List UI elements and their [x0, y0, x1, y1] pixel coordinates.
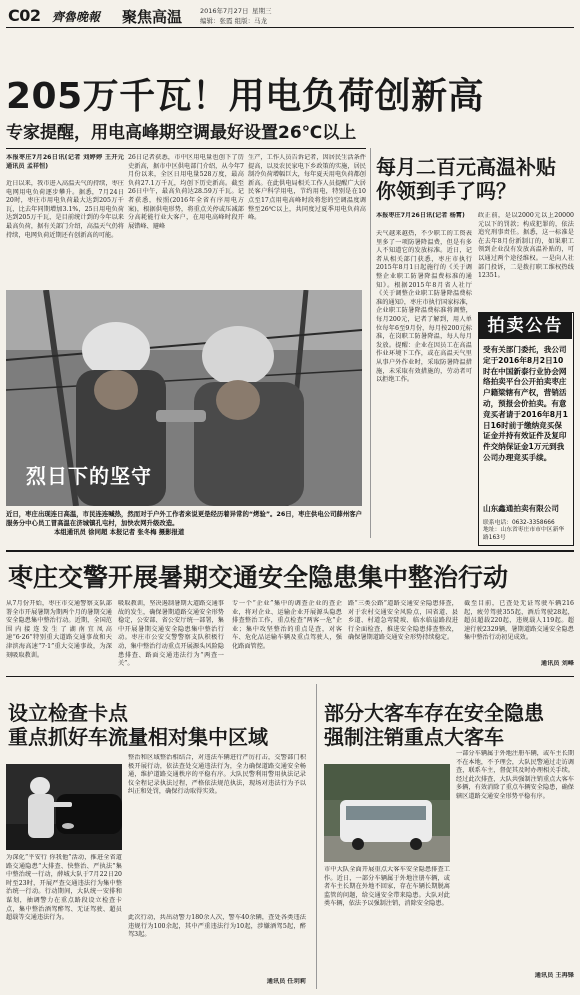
auction-address: 地址：山东省枣庄市市中区新华路163号: [483, 527, 565, 541]
subsidy-byline: 本报枣庄7月26日讯(记者 杨霄): [376, 212, 465, 219]
photo-credit: 本组通讯员 徐同超 本报记者 张冬梅 摄影报道: [54, 528, 185, 536]
checkpoint-photo-illustration: [6, 764, 122, 850]
auction-phone: 联系电话：0632-3358666: [483, 520, 555, 526]
traffic-headline: 枣庄交警开展暑期交通安全隐患集中整治行动: [8, 563, 509, 592]
bus-photo-illustration: [324, 764, 450, 862]
lead-photo: [6, 290, 362, 506]
auction-notice: [478, 312, 574, 546]
subsidy-column-1: 天气越来越热，不少职工的工资表里多了一项防暑降温费，但是有多人不知道它的发放标准。近日，记者从相关部门获悉，枣庄市执行2015年8月1日起施行的《关于调整企业职工防暑降温费标准的通知》。根据2015年8月省人社厅《关于调整企业职工防暑降温费标准的通知》，枣庄市执行国家标准，企业职工防暑降温费标准将调整，每月200元，记者了解到，用人单位每年6至9月份，每月按200元标准，在岗职工防暑降温，每人每月发放。提醒：企业在因员工在高温作业环境下工作，或在高温天气里从事户外作业时，采取防暑降温措施，未采取有效措施的，劳动者可以拒绝工作。: [376, 230, 472, 384]
auction-company: 山东鑫通拍卖有限公司: [483, 504, 559, 513]
issue-date: 2016年7月27日: [200, 7, 249, 15]
buses-author: 通讯员 王再锋: [534, 972, 574, 979]
photo-caption: 近日，枣庄出现连日高温，市民连连喊热，然而对于户外工作者来说更是经历着异常的“烤验”。26日，枣庄供电公司薛州客户服务分中心员工冒高温在济城镇孔屯村，加快农网升级改造。: [6, 510, 362, 527]
divider: [6, 550, 574, 552]
subsidy-column-2: 政正前，是以2000元以上20000元以下的罚款；构成犯罪的，依法追究刑事责任。据悉，这一标准是在去年8月份新制订的，如果职工领到企业没有发放高温补贴的，可以通过两个途径维权。一是向人社部门投诉，二是拨打职工维权热线12351。: [478, 212, 574, 280]
masthead: [6, 4, 574, 28]
lead-headline: 205万千瓦！用电负荷创新高: [6, 76, 485, 117]
checkpoint-column-1: 为深化“平安行 你我他”活动，推进全省道路交通隐患“大排查、快整治、严执法”集中整治统一行动，薛城大队于7月22日20时至23时，开展严查交通违法行为集中整治统一行动。行动期间，大队统一安排和谋划，抽调警力在重点路段设立检查卡点，集中整治酒驾醉驾、无证驾驶、超员超载等交通违法行为。: [6, 854, 122, 922]
checkpoint-title-line-1: 设立检查卡点: [8, 701, 128, 725]
checkpoint-column-3: 此次行动，共出动警力180余人次，警车40余辆，查处各类违法违规行为100余起，其中严重违法行为10起，涉嫌酒驾5起，醉驾3起。: [128, 914, 306, 939]
vertical-divider: [370, 148, 371, 538]
traffic-column-2: 吸取教训，坚决遏制暑期大道路交通事故的发生，确保暑期道路交通安全形势稳定，公安部、省公安厅统一部署，集中开展暑期交通安全隐患集中整治行动。枣庄市公安交警警察支队积极行动，集中整治行动重点开展源头风险隐患排查、路面交通违法行为“两查一关”。: [118, 600, 224, 668]
traffic-column-5: 截至目前，已查处无证驾驶车辆216起，疲劳驾驶355起，酒后驾驶28起，超员超载220起，违规载人119起。超速行驶2329辆，暑期道路交通安全隐患集中整治行动初见成效。: [464, 600, 574, 642]
checkpoint-title-line-2: 重点抓好车流量相对集中区域: [8, 725, 268, 749]
traffic-column-4: 路“三类公路”道路交通安全隐患排查，对于农村交通安全风险点，国省道、县乡道、村道急弯陡坡、临水临崖路段进行全面检查，推进安全隐患排查整改，确保暑期道路交通安全形势持续稳定。: [348, 600, 458, 642]
buses-title-line-1: 部分大客车存在安全隐患: [324, 701, 544, 725]
section-name: 聚焦高温: [122, 8, 183, 26]
auction-body: 受有关部门委托，我公司定于2016年8月2日10时在中国新泰行业协会网络拍卖平台公开拍卖枣庄户籍梁辖有产权，营销活动，预报会价拍卖。有意竞买者请于2016年8月1日16时前于缴纳竞买保证金并持有效证件及复印件交纳保证金1万元到我公司办理竞买手续。: [483, 345, 568, 462]
weekday: 星期三: [252, 7, 272, 15]
traffic-column-1: 从7月份开始，枣庄市交通警察支队部署全市开展暑期为期两个月的暑期交通安全隐患集中整治行动。近期，全国范围内接连发生了湖南宜凤高速“6·26”特别重大道路交通事故和天津滨海高速“7·1”重大交通事故，为深刻吸取教训。: [6, 600, 112, 659]
paper-name: 齊魯晚報: [52, 10, 101, 24]
buses-column-1: 市中大队全面开展重点大客车安全隐患排查工作。近日，一部分车辆属于外地注册车辆，或者车主长期在外地不回家，存在车辆长期脱离监管的问题，给交通安全带来隐患。大队对此类车辆，依法予以强制注销，消除安全隐患。: [324, 866, 450, 908]
subsidy-title-line-2: 你领到手了吗？: [376, 179, 516, 203]
buses-title-line-2: 强制注销重点大客车: [324, 725, 504, 749]
traffic-author: 通讯员 刘峰: [540, 660, 574, 667]
lead-column-1: 近日以来，我市进入高温天气的持续，枣庄电网用电负荷逐步攀升。据悉，7月24日20时，枣庄市用电负荷最大达到205万千瓦，比去年同期增加3.1%，25日用电负荷达到205万千瓦，是目前统计到的今年以来最高负荷，据有关部门介绍，高温天气仍将持续，电网负荷近期还有创新高的可能。: [6, 180, 124, 239]
buses-photo: [324, 764, 450, 862]
page-code: C02: [8, 6, 41, 25]
editors: 编辑：张霞 组版：马龙: [200, 17, 268, 25]
lead-byline: 本报枣庄7月26日讯(记者 刘婷婷 王开元 通讯员 孟祥恒): [6, 154, 124, 170]
checkpoint-author: 通讯员 任玥莉: [266, 978, 306, 985]
buses-column-2: 一部分车辆属于外地注册车辆，或车主长期不在本地，不予理会，大队民警通过走访调查，联系车主，督促其及时办理相关手续。经过此次排查，大队共强制注销重点大客车多辆，有效消除了重点车辆安全隐患，确保辖区道路交通安全形势平稳有序。: [456, 750, 574, 800]
divider: [6, 676, 574, 677]
vertical-divider: [316, 684, 317, 989]
lead-column-3: 生产，工作人员告诉记者，因居民生活条件提高，以及农民家电下乡政策的实施，居民制冷负荷增幅巨大，每年夏天用电负荷都创新高。在此供电局相关工作人员提醒广大居民客户科学用电，节约用电，特别是在10点至17点用电高峰时段将您的空调温度调整至26℃以上，共同度过夏季用电负荷高峰。: [248, 154, 366, 222]
photo-overlay-title: 烈日下的坚守: [26, 464, 152, 488]
lead-column-2: 26日记者获悉，市中区用电量也创下了历史新高，据市中区供电部门介绍，从今年7月份以来，全区日用电量528万度，最高负荷27.1万千瓦，均创下历史新高。截至26日中午，最高负荷达28.59万千瓦。记者获悉，按照(2016年全省有序用电方案)，根据供电形势，将重点关停或压减部分高耗能行业大客户，在用电高峰时段开展错峰、避峰: [128, 154, 244, 230]
auction-title: 拍卖公告: [479, 313, 572, 339]
subsidy-title-line-1: 每月二百元高温补贴: [376, 155, 556, 179]
checkpoint-column-2: 整治和区域整治相结合，对违法车辆进行严厉打击，交警部门积极开展行动，依法查处交通违法行为，全力确保道路交通安全畅通，维护道路交通秩序的平稳有序。大队民警利用警用执法记录仪全程记录执法过程，严格依法规范执法，现场对违法行为予以纠正和处罚，确保行动取得实效。: [128, 754, 306, 796]
divider: [6, 148, 366, 149]
lead-subhead: 专家提醒，用电高峰期空调最好设置26℃以上: [6, 123, 357, 143]
checkpoint-photo: [6, 764, 122, 850]
traffic-column-3: 专一个“企业”集中的调查企业的查企业，将对企业、运输企业开展源头隐患排查整治工作，重点检查“两客一危”企业；集中攻坚整治的重点是查，对客车、危化品运输车辆及重点驾驶人，强化路面管控。: [232, 600, 342, 650]
